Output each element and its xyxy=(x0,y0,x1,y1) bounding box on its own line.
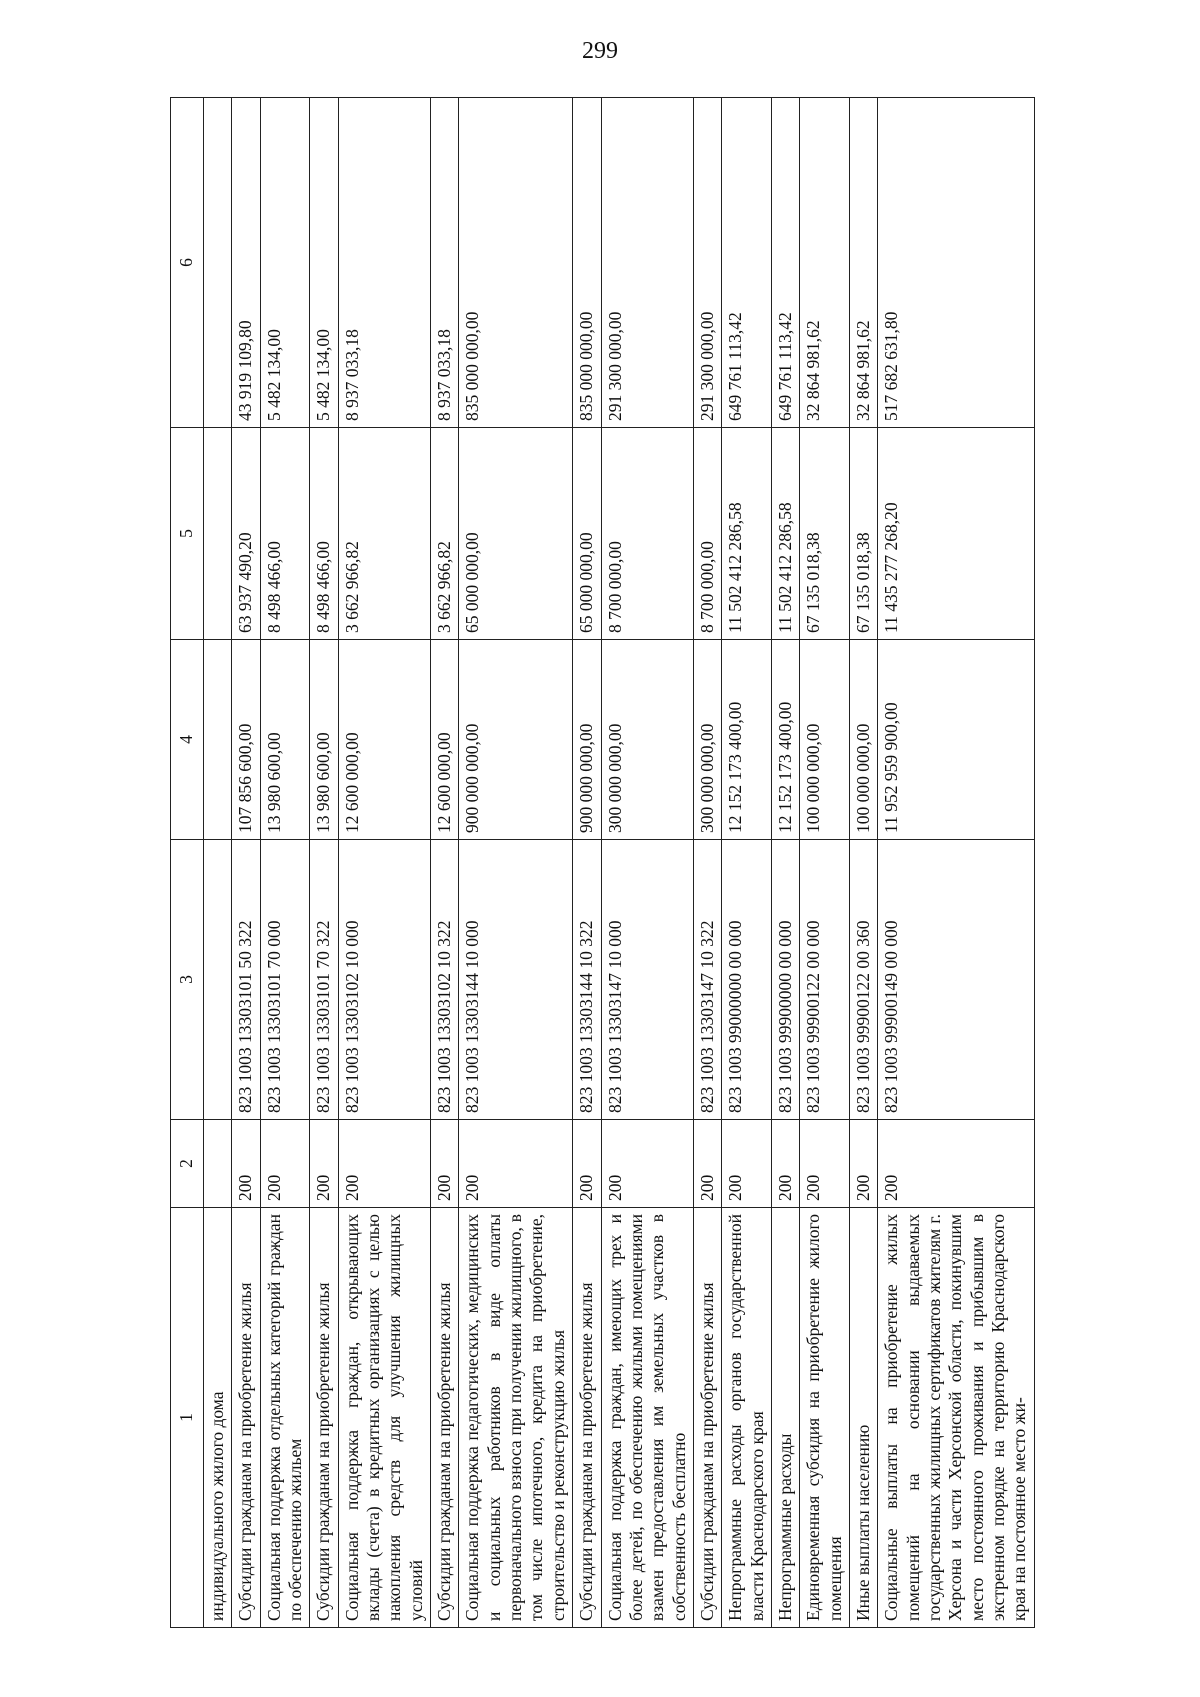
budget-code-cell: 823 1003 13303101 70 000 xyxy=(260,840,310,1120)
admin-code-cell: 200 xyxy=(338,1120,430,1208)
change-amount-cell: 65 000 000,00 xyxy=(459,428,573,640)
admin-code-cell: 200 xyxy=(878,1120,1034,1208)
column-number-row xyxy=(171,98,204,1628)
table-row xyxy=(771,98,799,1628)
plan-amount-cell: 100 000 000,00 xyxy=(800,640,850,840)
admin-code-cell: 200 xyxy=(849,1120,877,1208)
change-amount-cell: 3 662 966,82 xyxy=(431,428,459,640)
change-amount-cell: 67 135 018,38 xyxy=(849,428,877,640)
column-number: 4 xyxy=(171,640,204,840)
budget-code-cell: 823 1003 99900149 00 000 xyxy=(878,840,1034,1120)
column-number: 5 xyxy=(171,428,204,640)
row-name-cell: Субсидии гражданам на приобретение жилья xyxy=(232,1208,260,1628)
budget-code-cell: 823 1003 99000000 00 000 xyxy=(722,840,772,1120)
budget-code-cell: 823 1003 99900000 00 000 xyxy=(771,840,799,1120)
budget-code-cell: 823 1003 13303147 10 000 xyxy=(601,840,693,1120)
plan-amount-cell xyxy=(204,640,232,840)
total-amount-cell: 32 864 981,62 xyxy=(800,98,850,428)
plan-amount-cell: 900 000 000,00 xyxy=(573,640,601,840)
table-row xyxy=(260,98,310,1628)
total-amount-cell xyxy=(204,98,232,428)
budget-code-cell: 823 1003 13303101 70 322 xyxy=(310,840,338,1120)
admin-code-cell: 200 xyxy=(431,1120,459,1208)
change-amount-cell xyxy=(204,428,232,640)
table-row xyxy=(204,98,232,1628)
table-row xyxy=(232,98,260,1628)
admin-code-cell: 200 xyxy=(232,1120,260,1208)
row-name-cell: Единовременная субсидия на приобретение жилого помещения xyxy=(800,1208,850,1628)
table-row xyxy=(459,98,573,1628)
admin-code-cell: 200 xyxy=(771,1120,799,1208)
plan-amount-cell: 12 152 173 400,00 xyxy=(722,640,772,840)
total-amount-cell: 291 300 000,00 xyxy=(693,98,721,428)
admin-code-cell: 200 xyxy=(800,1120,850,1208)
budget-code-cell: 823 1003 13303102 10 000 xyxy=(338,840,430,1120)
change-amount-cell: 63 937 490,20 xyxy=(232,428,260,640)
plan-amount-cell: 11 952 959 900,00 xyxy=(878,640,1034,840)
budget-code-cell: 823 1003 13303101 50 322 xyxy=(232,840,260,1120)
budget-code-cell: 823 1003 13303147 10 322 xyxy=(693,840,721,1120)
table-row xyxy=(693,98,721,1628)
budget-code-cell: 823 1003 13303102 10 322 xyxy=(431,840,459,1120)
change-amount-cell: 8 498 466,00 xyxy=(260,428,310,640)
change-amount-cell: 8 498 466,00 xyxy=(310,428,338,640)
change-amount-cell: 11 435 277 268,20 xyxy=(878,428,1034,640)
row-name-cell: Субсидии гражданам на приобретение жилья xyxy=(573,1208,601,1628)
change-amount-cell: 67 135 018,38 xyxy=(800,428,850,640)
total-amount-cell: 517 682 631,80 xyxy=(878,98,1034,428)
budget-code-cell: 823 1003 13303144 10 000 xyxy=(459,840,573,1120)
column-number: 6 xyxy=(171,98,204,428)
row-name-cell: Субсидии гражданам на приобретение жилья xyxy=(310,1208,338,1628)
plan-amount-cell: 13 980 600,00 xyxy=(260,640,310,840)
plan-amount-cell: 13 980 600,00 xyxy=(310,640,338,840)
row-name-cell: Непрограммные расходы органов государственной власти Краснодарского края xyxy=(722,1208,772,1628)
table-row xyxy=(431,98,459,1628)
admin-code-cell: 200 xyxy=(601,1120,693,1208)
total-amount-cell: 649 761 113,42 xyxy=(771,98,799,428)
total-amount-cell: 43 919 109,80 xyxy=(232,98,260,428)
total-amount-cell: 8 937 033,18 xyxy=(431,98,459,428)
admin-code-cell: 200 xyxy=(459,1120,573,1208)
change-amount-cell: 8 700 000,00 xyxy=(693,428,721,640)
row-name-cell: Социальные выплаты на приобретение жилых помещений на основании выдаваемых государственных жилищных сертификатов жителям г. Херсона и части Херсонской области, покинувшим место постоянного проживания и прибывшим в экстренном порядке на территорию Краснодарского края на постоянное место жи- xyxy=(878,1208,1034,1628)
admin-code-cell xyxy=(204,1120,232,1208)
row-name-cell: Социальная поддержка граждан, открывающих вклады (счета) в кредитных организациях с целью накопления средств для улучшения жилищных условий xyxy=(338,1208,430,1628)
total-amount-cell: 5 482 134,00 xyxy=(310,98,338,428)
total-amount-cell: 5 482 134,00 xyxy=(260,98,310,428)
plan-amount-cell: 107 856 600,00 xyxy=(232,640,260,840)
row-name-cell: Непрограммные расходы xyxy=(771,1208,799,1628)
plan-amount-cell: 300 000 000,00 xyxy=(601,640,693,840)
column-number: 3 xyxy=(171,840,204,1120)
admin-code-cell: 200 xyxy=(573,1120,601,1208)
change-amount-cell: 11 502 412 286,58 xyxy=(771,428,799,640)
row-name-cell: Социальная поддержка педагогических, медицинских и социальных работников в виде оплаты первоначального взноса при получении жилищного, в том числе ипотечного, кредита на приобретение, строительство и реконструкцию жилья xyxy=(459,1208,573,1628)
column-number: 2 xyxy=(171,1120,204,1208)
change-amount-cell: 3 662 966,82 xyxy=(338,428,430,640)
column-number: 1 xyxy=(171,1208,204,1628)
table-row xyxy=(310,98,338,1628)
table-row xyxy=(573,98,601,1628)
admin-code-cell: 200 xyxy=(722,1120,772,1208)
budget-code-cell: 823 1003 13303144 10 322 xyxy=(573,840,601,1120)
table-row xyxy=(601,98,693,1628)
plan-amount-cell: 300 000 000,00 xyxy=(693,640,721,840)
plan-amount-cell: 12 600 000,00 xyxy=(431,640,459,840)
total-amount-cell: 291 300 000,00 xyxy=(601,98,693,428)
table-row xyxy=(800,98,850,1628)
budget-code-cell xyxy=(204,840,232,1120)
table-row xyxy=(722,98,772,1628)
plan-amount-cell: 100 000 000,00 xyxy=(849,640,877,840)
total-amount-cell: 8 937 033,18 xyxy=(338,98,430,428)
total-amount-cell: 649 761 113,42 xyxy=(722,98,772,428)
admin-code-cell: 200 xyxy=(260,1120,310,1208)
total-amount-cell: 835 000 000,00 xyxy=(573,98,601,428)
row-name-cell: Субсидии гражданам на приобретение жилья xyxy=(431,1208,459,1628)
admin-code-cell: 200 xyxy=(693,1120,721,1208)
row-name-cell: Социальная поддержка граждан, имеющих трех и более детей, по обеспечению жилыми помещениями взамен предоставления им земельных участков в собственность бесплатно xyxy=(601,1208,693,1628)
plan-amount-cell: 12 152 173 400,00 xyxy=(771,640,799,840)
budget-table xyxy=(170,97,1035,1628)
page-number: 299 xyxy=(582,38,618,64)
row-name-cell: Субсидии гражданам на приобретение жилья xyxy=(693,1208,721,1628)
row-name-cell: Социальная поддержка отдельных категорий граждан по обеспечению жильем xyxy=(260,1208,310,1628)
admin-code-cell: 200 xyxy=(310,1120,338,1208)
plan-amount-cell: 900 000 000,00 xyxy=(459,640,573,840)
change-amount-cell: 8 700 000,00 xyxy=(601,428,693,640)
plan-amount-cell: 12 600 000,00 xyxy=(338,640,430,840)
table-row xyxy=(849,98,877,1628)
rotated-table-container xyxy=(170,98,1032,1628)
change-amount-cell: 11 502 412 286,58 xyxy=(722,428,772,640)
budget-code-cell: 823 1003 99900122 00 000 xyxy=(800,840,850,1120)
change-amount-cell: 65 000 000,00 xyxy=(573,428,601,640)
total-amount-cell: 835 000 000,00 xyxy=(459,98,573,428)
budget-code-cell: 823 1003 99900122 00 360 xyxy=(849,840,877,1120)
total-amount-cell: 32 864 981,62 xyxy=(849,98,877,428)
table-row xyxy=(338,98,430,1628)
table-row xyxy=(878,98,1034,1628)
row-name-cell: Иные выплаты населению xyxy=(849,1208,877,1628)
row-name-cell: индивидуального жилого дома xyxy=(204,1208,232,1628)
